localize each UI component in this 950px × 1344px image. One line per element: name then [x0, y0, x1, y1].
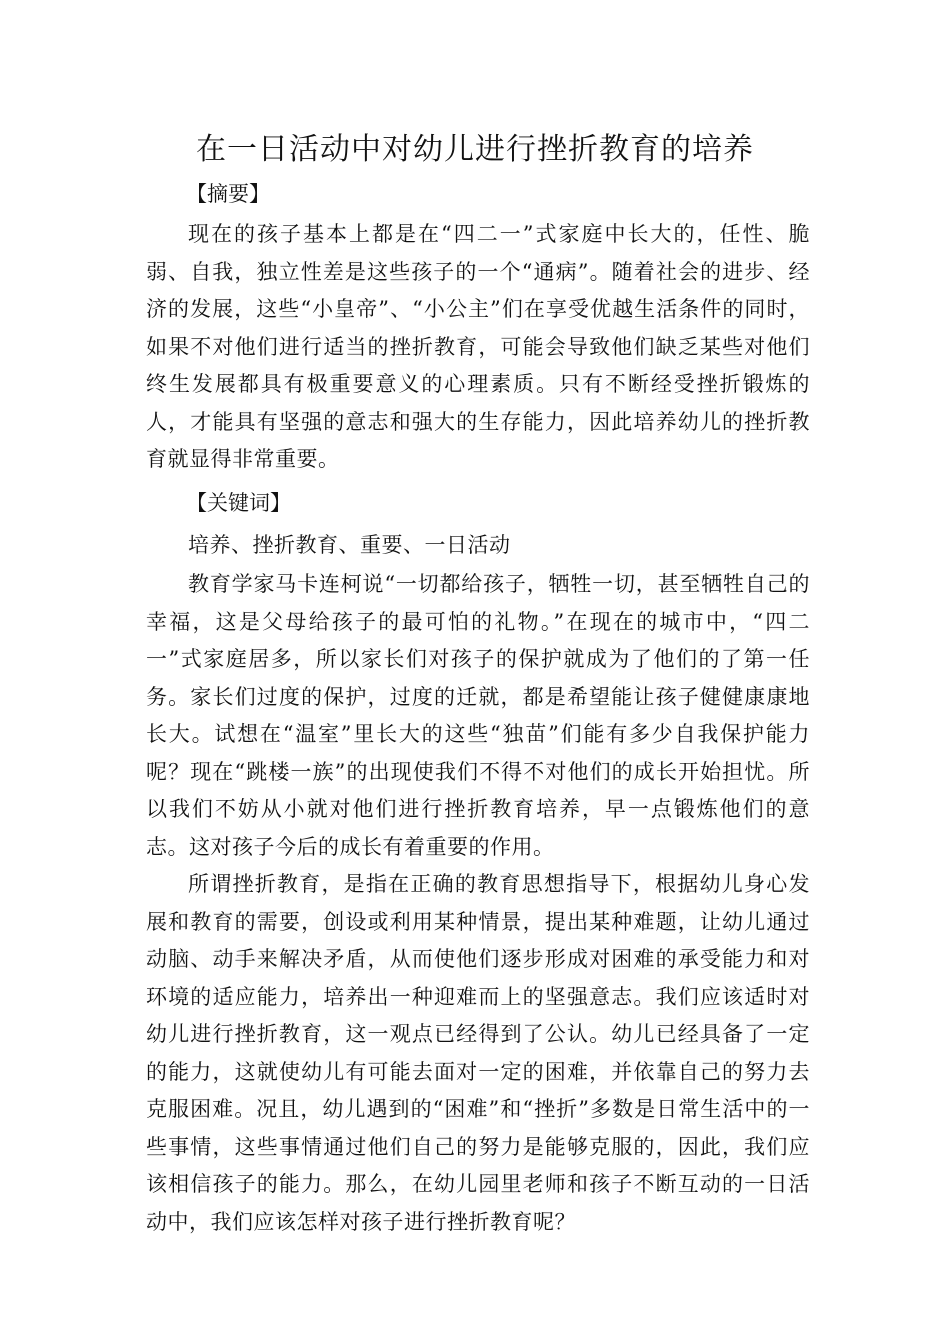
document-content — [146, 128, 810, 1241]
body-paragraph: 教育学家马卡连柯说“一切都给孩子，牺牲一切，甚至牺牲自己的幸福，这是父母给孩子的最可怕的礼物。”在现在的城市中，“四二一”式家庭居多，所以家长们对孩子的保护就成为了他们的了第一任务。家长们过度的保护，过度的迁就，都是希望能让孩子健健康康地长大。试想在“温室”里长大的这些“独苗”们能有多少自我保护能力呢？现在“跳楼一族”的出现使我们不得不对他们的成长开始担忧。所以我们不妨从小就对他们进行挫折教育培养，早一点锻炼他们的意志。这对孩子今后的成长有着重要的作用。 — [146, 572, 810, 859]
abstract-heading: 【摘要】 — [186, 182, 270, 206]
body-paragraph: 所谓挫折教育，是指在正确的教育思想指导下，根据幼儿身心发展和教育的需要，创设或利用某种情景，提出某种难题，让幼儿通过动脑、动手来解决矛盾，从而使他们逐步形成对困难的承受能力和对环境的适应能力，培养出一种迎难而上的坚强意志。我们应该适时对幼儿进行挫折教育，这一观点已经得到了公认。幼儿已经具备了一定的能力，这就使幼儿有可能去面对一定的困难，并依靠自己的努力去克服困难。况且，幼儿遇到的“困难”和“挫折”多数是日常生活中的一些事情，这些事情通过他们自己的努力是能够克服的，因此，我们应该相信孩子的能力。那么，在幼儿园里老师和孩子不断互动的一日活动中，我们应该怎样对孩子进行挫折教育呢？ — [146, 872, 810, 1234]
keywords-heading: 【关键词】 — [186, 490, 291, 515]
document-title: 在一日活动中对幼儿进行挫折教育的培养 — [196, 132, 754, 167]
keywords-text: 培养、挫折教育、重要、一日活动 — [188, 532, 511, 557]
abstract-paragraph: 现在的孩子基本上都是在“四二一”式家庭中长大的，任性、脆弱、自我，独立性差是这些孩子的一个“通病”。随着社会的进步、经济的发展，这些“小皇帝”、“小公主”们在享受优越生活条件的同时，如果不对他们进行适当的挫折教育，可能会导致他们缺乏某些对他们终生发展都具有极重要意义的心理素质。只有不断经受挫折锻炼的人，才能具有坚强的意志和强大的生存能力，因此培养幼儿的挫折教育就显得非常重要。 — [146, 222, 810, 471]
